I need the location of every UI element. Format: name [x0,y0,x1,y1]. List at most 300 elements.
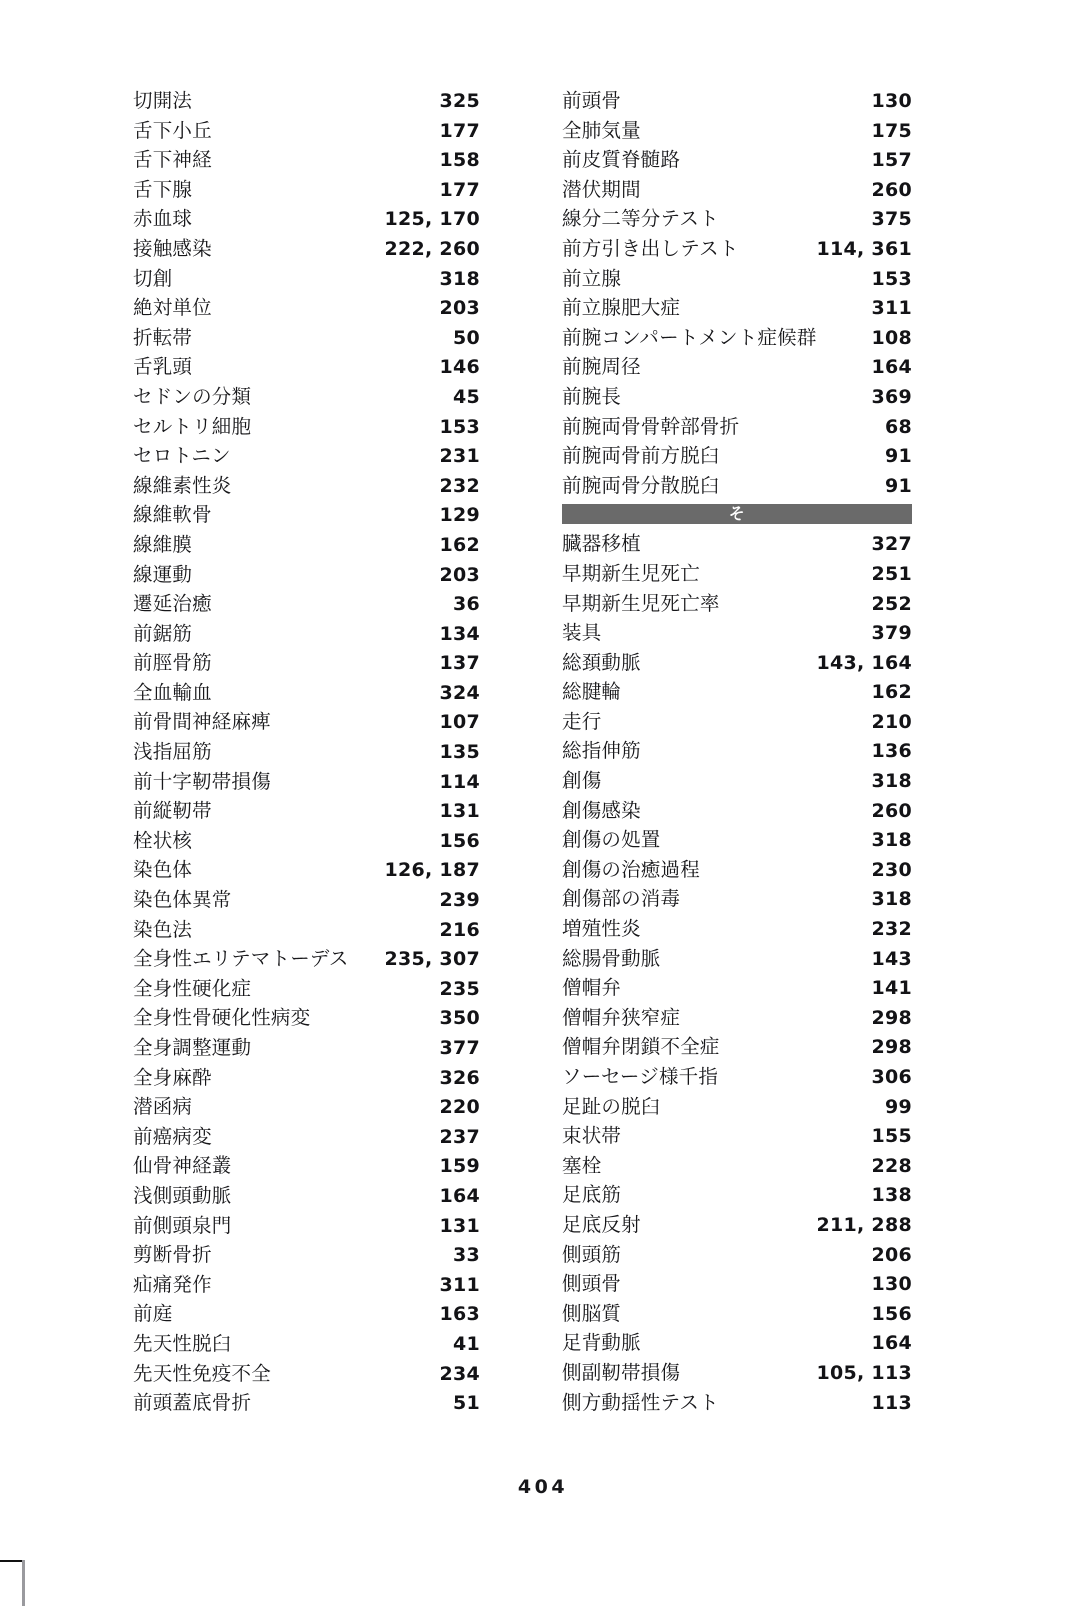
index-entry-term: 前頭蓋底骨折 [133,1391,252,1415]
index-entry [562,559,912,589]
index-entry-term: 全身麻酔 [133,1065,212,1089]
dot-leader [218,683,435,699]
dot-leader [647,1215,812,1231]
index-entry-term: 全身性エリテマトーデス [133,947,349,971]
index-column-right [543,86,1086,1418]
index-entry [562,589,912,619]
index-entry-term: 前腕コンパートメント症候群 [562,325,817,349]
page-number: 404 [517,1476,569,1498]
index-entry [562,1092,912,1122]
dot-leader [686,150,866,166]
index-column-left [0,86,543,1418]
index-entry [133,1270,480,1300]
index-entry [133,707,480,737]
dot-leader [218,742,435,758]
index-entry-pages: 107 [439,711,480,734]
index-entry-term: 前腕両骨前方脱臼 [562,444,720,468]
dot-leader [667,949,867,965]
dot-leader [607,771,866,787]
index-entry-pages: 137 [439,652,480,675]
index-entry [133,796,480,826]
index-entry-pages: 105, 113 [816,1361,912,1384]
index-entry [562,1121,912,1151]
index-entry-term: 浅側頭動脈 [133,1183,232,1207]
index-entry [133,1033,480,1063]
dot-leader [627,978,866,994]
index-entry-pages: 260 [871,799,912,822]
index-entry-pages: 156 [871,1302,912,1325]
dot-leader [238,476,435,492]
index-entry [562,1062,912,1092]
index-entry [133,382,480,412]
index-entry [562,1210,912,1240]
index-entry-pages: 325 [439,90,480,112]
dot-leader [277,772,435,788]
index-entry-pages: 153 [871,267,912,290]
index-entry [562,412,912,442]
index-entry [133,1329,480,1359]
index-entry-pages: 237 [439,1125,480,1148]
section-header-label: そ [728,504,746,524]
index-entry-pages: 164 [871,356,912,379]
dot-leader [198,920,434,936]
dot-leader [706,564,867,580]
index-entry-pages: 125, 170 [384,208,480,231]
index-entry [133,1211,480,1241]
dot-leader [745,417,880,433]
index-entry-pages: 210 [871,710,912,733]
index-entry [133,323,480,353]
index-entry-pages: 234 [439,1362,480,1385]
index-entry-term: 舌下神経 [133,148,212,172]
dot-leader [218,1245,448,1261]
index-entry [133,412,480,442]
dot-leader [627,1274,866,1290]
index-entry [133,175,480,205]
index-entry-term: 染色体異常 [133,888,232,912]
index-entry [562,234,912,264]
index-entry-term: 前腕両骨分散脱臼 [562,473,720,497]
dot-leader [277,712,435,728]
dot-leader [607,712,866,728]
index-entry-pages: 206 [871,1243,912,1266]
index-entry-term: ソーセージ様千指 [562,1065,719,1088]
index-entry-term: 前腕周径 [562,355,641,379]
index-entry-term: 前骨間神経麻痺 [133,710,271,734]
index-entry-pages: 91 [884,445,912,468]
index-entry-term: 側副靭帯損傷 [562,1360,681,1384]
index-entry-term: 足底反射 [562,1212,641,1236]
dot-leader [198,624,434,640]
index-entry-term: 側脳質 [562,1301,622,1325]
index-entry-term: 先天性免疫不全 [133,1361,271,1385]
index-entry-term: 側方動揺性テスト [562,1390,719,1414]
dot-leader [686,1008,866,1024]
dot-leader [726,446,880,462]
index-entry-term: 全身性硬化症 [133,976,252,1000]
dot-leader [627,1185,866,1201]
index-entry-term: 栓状核 [133,828,193,852]
index-entry [133,145,480,175]
index-entry [562,1328,912,1358]
index-entry-term: 走行 [562,709,602,733]
dot-leader [198,535,434,551]
index-entry-term: 僧帽弁狭窄症 [562,1005,681,1029]
index-entry-pages: 232 [439,474,480,497]
index-entry-pages: 177 [439,119,480,142]
index-entry-term: 舌下小丘 [133,118,212,142]
dot-leader [725,209,867,225]
index-entry-pages: 159 [439,1155,480,1178]
index-entry-term: 前癌病変 [133,1124,212,1148]
index-entry-pages: 216 [439,918,480,941]
index-entry-term: 絶対単位 [133,296,212,320]
index-entry-term: 全血輸血 [133,680,212,704]
index-entry-pages: 318 [439,267,480,290]
index-entry-pages: 68 [884,415,912,438]
dot-leader [198,831,434,847]
dot-leader [316,1008,434,1024]
index-entry-term: 潜伏期間 [562,177,641,201]
index-entry [133,293,480,323]
index-entry-pages: 220 [439,1096,480,1119]
dot-leader [647,357,867,373]
dot-leader [726,594,867,610]
crop-mark-horizontal [0,1560,24,1562]
dot-leader [218,1068,435,1084]
index-entry [133,1388,480,1418]
index-entry-pages: 306 [871,1066,912,1088]
index-entry [133,234,480,264]
index-entry-pages: 114 [439,770,480,793]
dot-leader [237,446,435,462]
index-entry-pages: 175 [871,119,912,142]
index-entry-pages: 203 [439,563,480,586]
dot-leader [198,1097,434,1113]
index-entry-term: 前庭 [133,1302,173,1326]
index-entry-term: 足底筋 [562,1183,622,1207]
index-entry-pages: 113 [871,1391,912,1414]
index-entry-term: 総頚動脈 [562,650,641,674]
dot-leader [627,682,866,698]
index-entry-term: 創傷の処置 [562,828,661,852]
index-entry-pages: 177 [439,178,480,201]
dot-leader [627,91,866,107]
index-entry-pages: 153 [439,415,480,438]
index-entry [133,1181,480,1211]
crop-mark-vertical [22,1560,25,1606]
index-entry-term: 早期新生児死亡率 [562,591,720,615]
index-entry-pages: 318 [871,770,912,793]
index-entry [562,1003,912,1033]
index-entry-term: 総腸骨動脈 [562,946,661,970]
index-entry [133,855,480,885]
dot-leader [198,565,434,581]
dot-leader [823,328,867,344]
index-entry [133,1359,480,1389]
index-entry-pages: 326 [439,1066,480,1089]
dot-leader [647,653,812,669]
index-entry [133,352,480,382]
index-entry-pages: 235, 307 [384,948,480,971]
index-entry-term: 接触感染 [133,236,212,260]
dot-leader [238,1216,435,1232]
index-entry-term: 増殖性炎 [562,917,641,941]
index-entry-pages: 41 [452,1332,480,1355]
index-entry [133,264,480,294]
index-entry [133,441,480,471]
index-entry-pages: 222, 260 [384,237,480,260]
index-entry-pages: 130 [871,1273,912,1296]
index-entry-term: 染色法 [133,917,193,941]
dot-leader [647,121,867,137]
dot-leader [647,801,867,817]
dot-leader [198,328,448,344]
index-entry-term: セロトニン [133,444,231,468]
index-entry [562,825,912,855]
index-entry-term: 前頭骨 [562,89,622,112]
index-entry [562,1180,912,1210]
dot-leader [627,1245,866,1261]
index-entry-term: 線維膜 [133,532,193,556]
index-entry-pages: 146 [439,356,480,379]
index-entry-term: 染色体 [133,858,193,882]
index-entry [562,1151,912,1181]
index-entry-pages: 143, 164 [816,651,912,674]
dot-leader [726,476,880,492]
index-entry-term: セドンの分類 [133,384,252,408]
index-entry-pages: 298 [871,1036,912,1059]
index-entry [133,560,480,590]
index-entry-term: 足背動脈 [562,1331,641,1355]
index-entry [562,323,912,353]
index-entry-pages: 164 [871,1332,912,1355]
index-entry [562,471,912,501]
index-entry-pages: 311 [439,1273,480,1296]
dot-leader [686,298,866,314]
index-entry [562,145,912,175]
dot-leader [198,180,434,196]
index-entry-pages: 324 [439,681,480,704]
dot-leader [647,1333,867,1349]
index-entry-pages: 162 [439,533,480,556]
index-entry-term: 総腱輪 [562,680,622,704]
index-entry-term: 線維軟骨 [133,503,212,527]
dot-leader [257,1038,434,1054]
index-entry-pages: 136 [871,740,912,763]
dot-leader [218,653,435,669]
index-entry-term: セルトリ細胞 [133,414,252,438]
index-entry-pages: 99 [884,1095,912,1118]
index-entry-term: 創傷部の消毒 [562,887,681,911]
index-entry-term: 全肺気量 [562,118,641,142]
index-entry-pages: 228 [871,1154,912,1177]
index-entry [133,648,480,678]
dot-leader [218,150,435,166]
index-entry [562,1358,912,1388]
index-entry-pages: 36 [452,593,480,616]
index-entry-term: 僧帽弁 [562,976,622,1000]
dot-leader [238,890,435,906]
index-entry [133,1092,480,1122]
dot-leader [627,387,866,403]
dot-leader [355,949,380,965]
index-entry [133,1240,480,1270]
index-entry [562,618,912,648]
dot-leader [607,1156,866,1172]
index-entry-pages: 157 [871,149,912,172]
index-entry-pages: 239 [439,889,480,912]
dot-leader [257,417,434,433]
index-entry-pages: 129 [439,504,480,527]
index-entry [562,944,912,974]
dot-leader [257,1393,448,1409]
dot-leader [178,269,434,285]
index-entry-pages: 230 [871,858,912,881]
dot-leader [198,357,434,373]
index-entry [562,796,912,826]
index-entry-term: 仙骨神経叢 [133,1154,232,1178]
index-entry-pages: 327 [871,533,912,556]
index-entry-pages: 155 [871,1125,912,1148]
index-entry [562,441,912,471]
dot-leader [198,91,434,107]
index-entry [133,1063,480,1093]
index-entry-term: 前側頭泉門 [133,1213,232,1237]
dot-leader [218,239,380,255]
index-entry [133,885,480,915]
index-entry-term: 前脛骨筋 [133,651,212,675]
index-entry [133,530,480,560]
index-entry [562,382,912,412]
dot-leader [686,1363,811,1379]
index-entry-pages: 318 [871,829,912,852]
dot-leader [726,1037,867,1053]
dot-leader [667,1097,880,1113]
index-entry [562,1032,912,1062]
index-entry [562,1269,912,1299]
index-entry-pages: 156 [439,829,480,852]
index-entry [562,855,912,885]
dot-leader [745,239,812,255]
index-entry-term: 線維素性炎 [133,473,232,497]
index-entry-pages: 162 [871,681,912,704]
index-entry [133,619,480,649]
index-entry-pages: 231 [439,445,480,468]
dot-leader [218,801,435,817]
dot-leader [724,1067,866,1083]
dot-leader [277,1364,435,1380]
dot-leader [607,623,866,639]
index-entry-pages: 251 [871,562,912,585]
index-entry-pages: 131 [439,800,480,823]
index-entry-pages: 164 [439,1184,480,1207]
index-entry [562,1299,912,1329]
dot-leader [218,121,435,137]
index-entry-term: 剪断骨折 [133,1243,212,1267]
index-entry [562,86,912,116]
index-entry-term: 前十字靭帯損傷 [133,769,271,793]
dot-leader [647,180,867,196]
index-entry [562,116,912,146]
index-entry-term: 前方引き出しテスト [562,236,739,260]
dot-leader [627,1126,866,1142]
dot-leader [686,889,866,905]
index-entry [133,915,480,945]
index-entry-term: 側頭骨 [562,1272,622,1296]
index-entry-term: 足趾の脱臼 [562,1094,661,1118]
section-header-so [562,504,912,524]
index-entry-pages: 108 [871,326,912,349]
dot-leader [667,830,867,846]
index-entry-term: 全身性骨硬化性病変 [133,1006,311,1030]
index-entry-pages: 375 [871,208,912,231]
index-entry-pages: 158 [439,149,480,172]
index-entry-term: 浅指屈筋 [133,740,212,764]
index-entry [562,707,912,737]
index-entry-term: 前縦靭帯 [133,799,212,823]
index-entry [133,1003,480,1033]
index-entry-pages: 350 [439,1007,480,1030]
index-entry-pages: 203 [439,297,480,320]
index-entry-term: 前鋸筋 [133,621,193,645]
index-entry-term: 前腕長 [562,384,622,408]
index-entry [133,86,480,116]
index-entry [562,766,912,796]
index-entry [133,974,480,1004]
index-entry-term: 先天性脱臼 [133,1331,232,1355]
index-entry-pages: 311 [871,297,912,320]
index-entry-term: 臓器移植 [562,532,641,556]
dot-leader [647,534,867,550]
dot-leader [218,1127,435,1143]
index-entry-pages: 252 [871,592,912,615]
dot-leader [178,1304,434,1320]
index-entry-pages: 141 [871,977,912,1000]
index-entry [133,1151,480,1181]
dot-leader [218,1275,435,1291]
index-entry-pages: 135 [439,741,480,764]
index-entry-pages: 126, 187 [384,859,480,882]
dot-leader [218,505,435,521]
dot-leader [218,594,448,610]
dot-leader [647,919,867,935]
index-entry [562,204,912,234]
index-entry-pages: 131 [439,1214,480,1237]
index-entry-pages: 379 [871,622,912,645]
index-entry [133,826,480,856]
index-entry-term: 装具 [562,621,602,645]
index-entry [562,648,912,678]
index-entry-term: 遷延治癒 [133,592,212,616]
index-entry [562,529,912,559]
index-entry-term: 舌乳頭 [133,355,193,379]
index-entry [133,678,480,708]
dot-leader [257,979,434,995]
dot-leader [198,860,379,876]
index-entry-term: 切開法 [133,89,193,112]
index-entry-pages: 318 [871,888,912,911]
index-entry-term: 線分二等分テスト [562,207,719,231]
index-entry [133,500,480,530]
dot-leader [257,387,448,403]
index-entry [562,884,912,914]
dot-leader [627,1304,866,1320]
index-entry-pages: 235 [439,977,480,1000]
index-entry-pages: 50 [452,326,480,349]
dot-leader [627,269,866,285]
index-entry-pages: 377 [439,1037,480,1059]
